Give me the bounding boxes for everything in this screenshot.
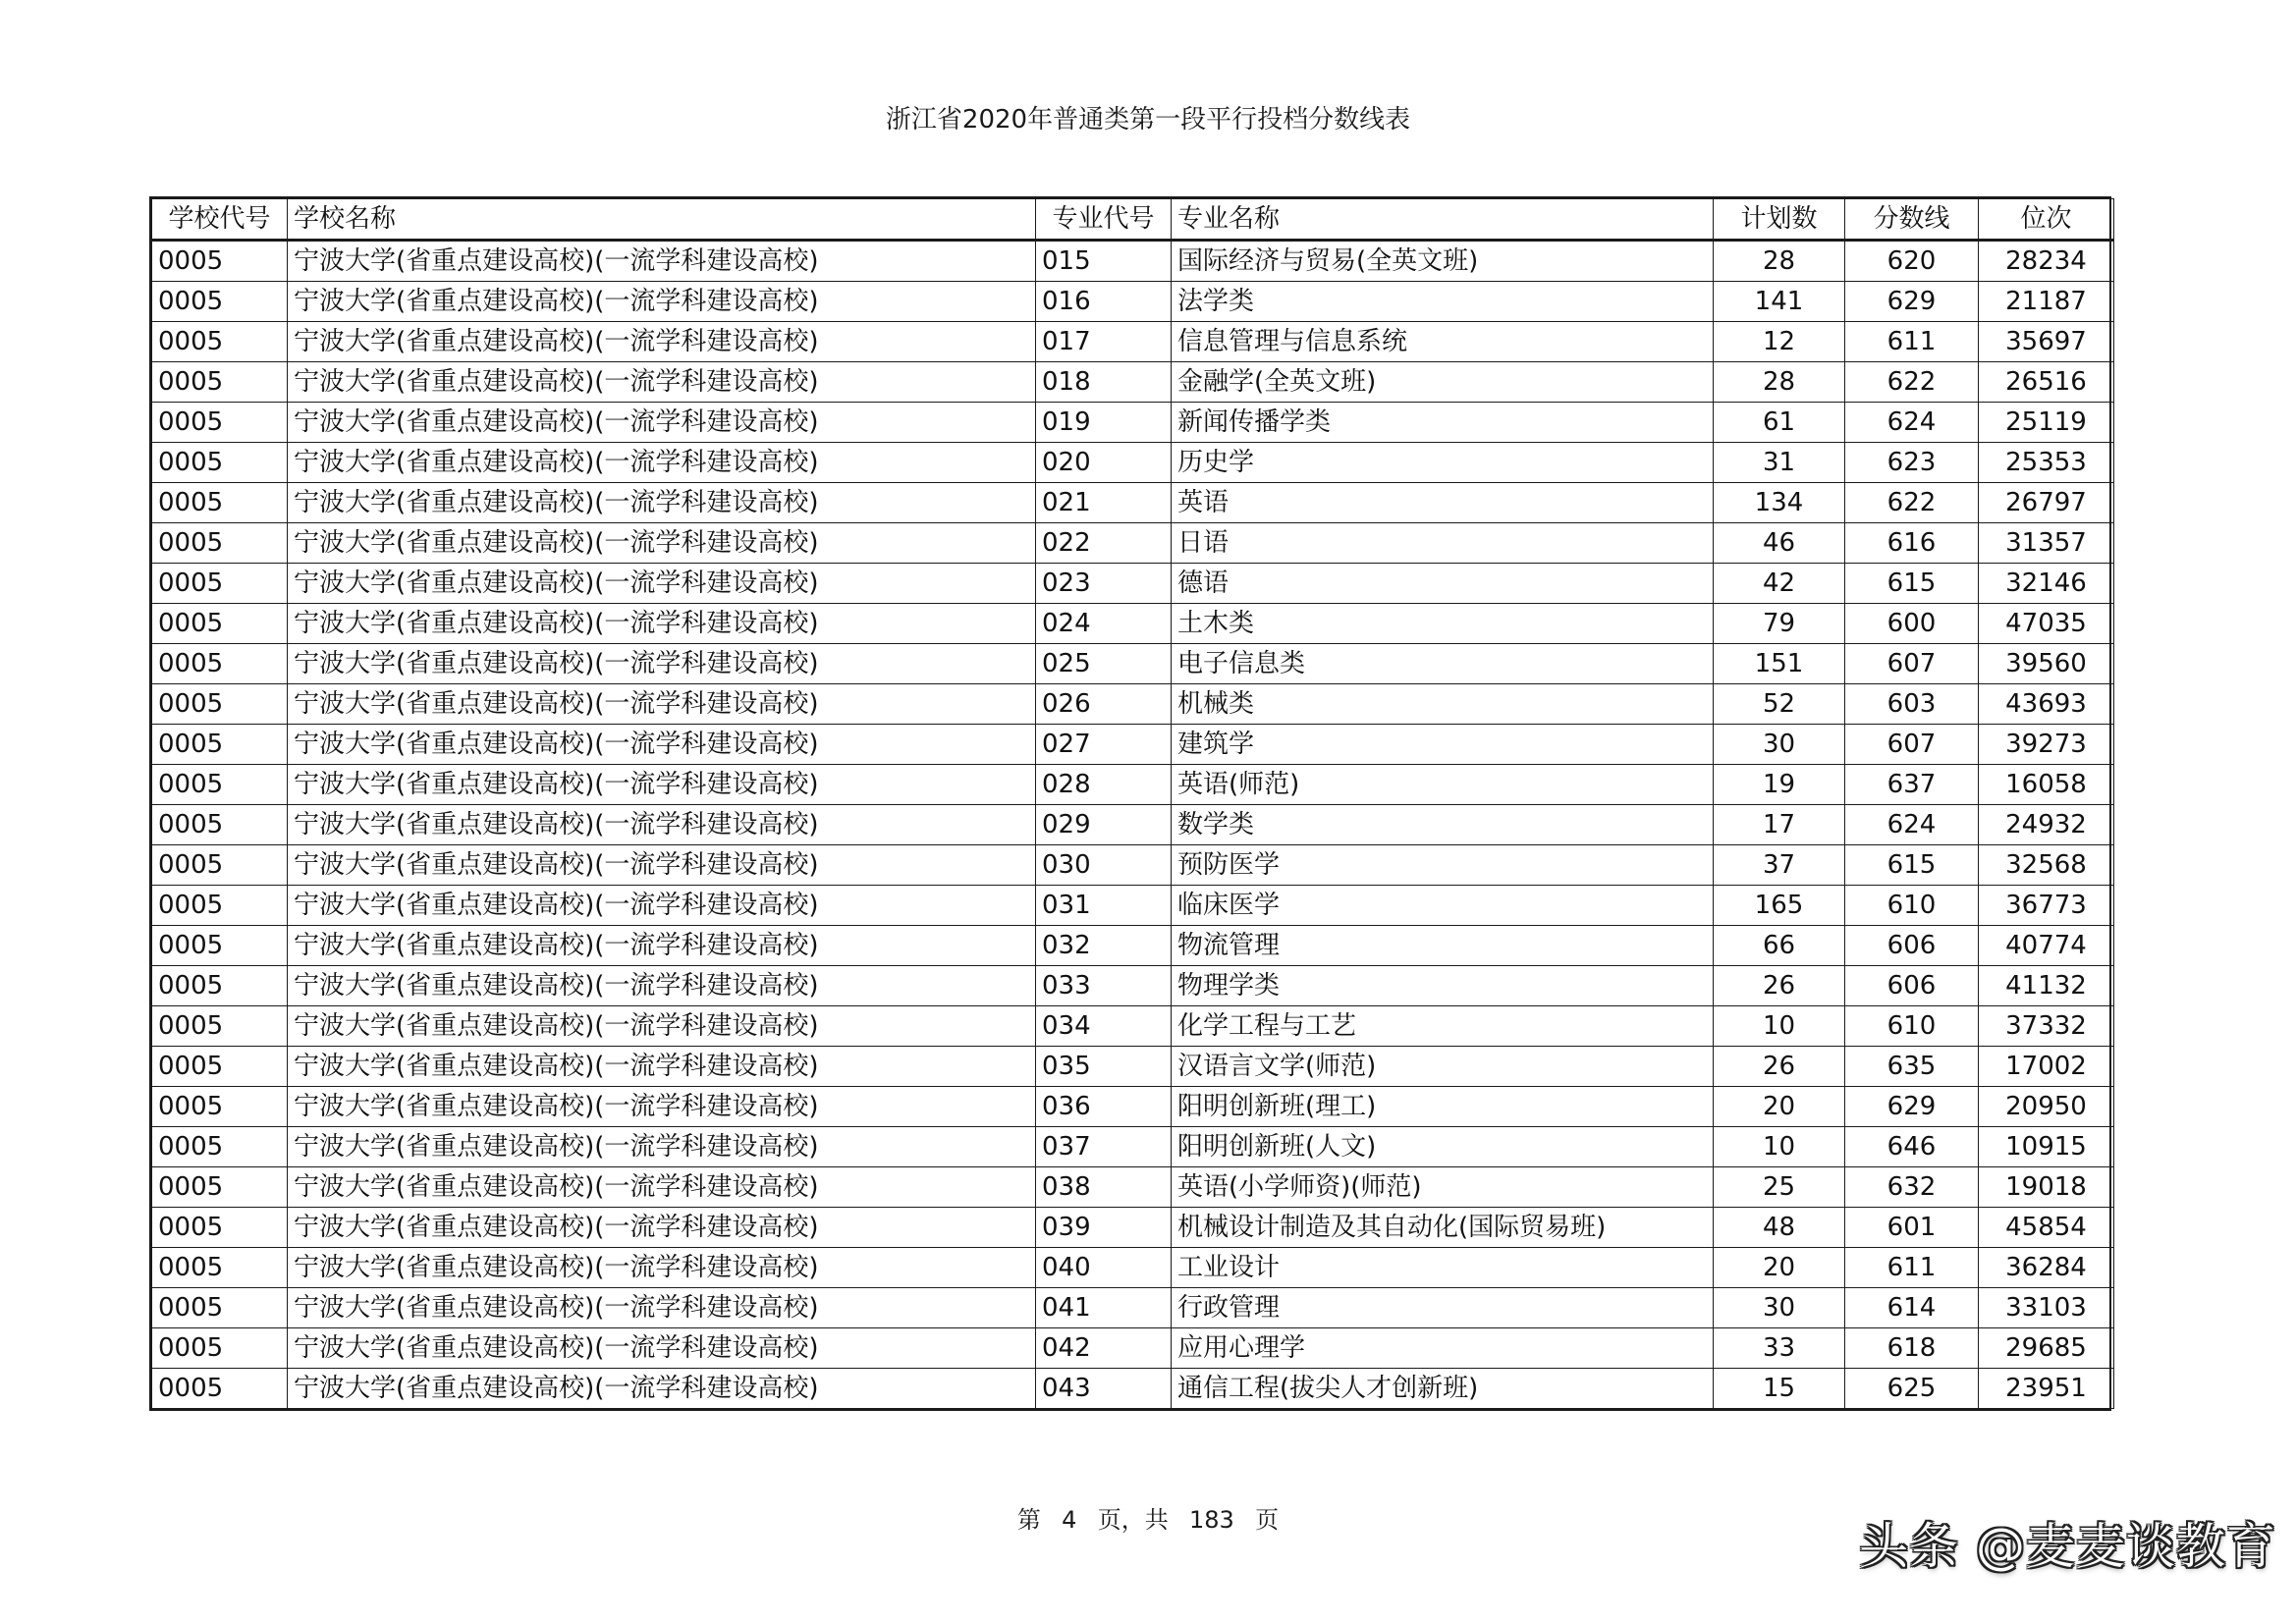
cell-score: 611 [1845,322,1979,362]
cell-rank: 16058 [1979,765,2114,805]
cell-school-name: 宁波大学(省重点建设高校)(一流学科建设高校) [288,1006,1036,1047]
cell-plan: 30 [1714,1288,1845,1328]
table-row [152,926,2114,966]
cell-rank: 32146 [1979,564,2114,604]
cell-rank: 35697 [1979,322,2114,362]
cell-major-code: 032 [1036,926,1172,966]
table-row [152,1328,2114,1369]
cell-major-name: 信息管理与信息系统 [1172,322,1714,362]
table-row [152,1167,2114,1208]
cell-school-code: 0005 [152,1167,288,1208]
table-row [152,282,2114,322]
cell-plan: 66 [1714,926,1845,966]
table-row [152,1006,2114,1047]
cell-school-name: 宁波大学(省重点建设高校)(一流学科建设高校) [288,765,1036,805]
cell-major-name: 历史学 [1172,443,1714,483]
cell-rank: 25119 [1979,403,2114,443]
cell-rank: 41132 [1979,966,2114,1006]
cell-major-code: 023 [1036,564,1172,604]
cell-plan: 79 [1714,604,1845,644]
table-row [152,322,2114,362]
cell-plan: 165 [1714,886,1845,926]
cell-school-code: 0005 [152,362,288,403]
cell-major-code: 034 [1036,1006,1172,1047]
cell-score: 624 [1845,805,1979,845]
cell-score: 635 [1845,1047,1979,1087]
table-row [152,886,2114,926]
cell-major-code: 015 [1036,241,1172,282]
cell-rank: 47035 [1979,604,2114,644]
cell-score: 622 [1845,483,1979,523]
cell-major-name: 临床医学 [1172,886,1714,926]
cell-rank: 40774 [1979,926,2114,966]
header-plan: 计划数 [1714,199,1845,241]
watermark: 头条 @麦麦谈教育 [1859,1518,2276,1575]
cell-score: 611 [1845,1248,1979,1288]
cell-major-code: 036 [1036,1087,1172,1127]
cell-school-name: 宁波大学(省重点建设高校)(一流学科建设高校) [288,403,1036,443]
cell-school-name: 宁波大学(省重点建设高校)(一流学科建设高校) [288,966,1036,1006]
cell-score: 615 [1845,564,1979,604]
cell-major-code: 026 [1036,684,1172,725]
cell-school-name: 宁波大学(省重点建设高校)(一流学科建设高校) [288,845,1036,886]
cell-score: 632 [1845,1167,1979,1208]
table-row [152,644,2114,684]
cell-school-name: 宁波大学(省重点建设高校)(一流学科建设高校) [288,1369,1036,1409]
table-row [152,805,2114,845]
cell-school-name: 宁波大学(省重点建设高校)(一流学科建设高校) [288,1208,1036,1248]
cell-score: 610 [1845,886,1979,926]
cell-plan: 61 [1714,403,1845,443]
cell-rank: 25353 [1979,443,2114,483]
cell-score: 646 [1845,1127,1979,1167]
cell-major-code: 030 [1036,845,1172,886]
cell-plan: 52 [1714,684,1845,725]
cell-major-name: 行政管理 [1172,1288,1714,1328]
cell-major-code: 043 [1036,1369,1172,1409]
table-row [152,684,2114,725]
cell-major-code: 035 [1036,1047,1172,1087]
cell-rank: 28234 [1979,241,2114,282]
cell-major-code: 033 [1036,966,1172,1006]
cell-school-name: 宁波大学(省重点建设高校)(一流学科建设高校) [288,644,1036,684]
cell-score: 606 [1845,926,1979,966]
cell-major-name: 国际经济与贸易(全英文班) [1172,241,1714,282]
cell-school-name: 宁波大学(省重点建设高校)(一流学科建设高校) [288,483,1036,523]
cell-major-name: 物流管理 [1172,926,1714,966]
cell-major-code: 027 [1036,725,1172,765]
cell-score: 637 [1845,765,1979,805]
table-row [152,564,2114,604]
cell-school-name: 宁波大学(省重点建设高校)(一流学科建设高校) [288,1248,1036,1288]
cell-school-code: 0005 [152,523,288,564]
cell-plan: 31 [1714,443,1845,483]
table-row [152,604,2114,644]
cell-major-name: 法学类 [1172,282,1714,322]
cell-major-name: 化学工程与工艺 [1172,1006,1714,1047]
cell-rank: 37332 [1979,1006,2114,1047]
cell-school-name: 宁波大学(省重点建设高校)(一流学科建设高校) [288,926,1036,966]
cell-school-code: 0005 [152,684,288,725]
cell-school-code: 0005 [152,403,288,443]
score-table [151,198,2114,1409]
cell-major-name: 英语(师范) [1172,765,1714,805]
cell-major-code: 041 [1036,1288,1172,1328]
header-school-name: 学校名称 [288,199,1036,241]
cell-plan: 48 [1714,1208,1845,1248]
cell-rank: 26516 [1979,362,2114,403]
cell-major-code: 038 [1036,1167,1172,1208]
cell-major-name: 工业设计 [1172,1248,1714,1288]
cell-major-name: 阳明创新班(人文) [1172,1127,1714,1167]
cell-school-name: 宁波大学(省重点建设高校)(一流学科建设高校) [288,1047,1036,1087]
cell-school-code: 0005 [152,1369,288,1409]
footer-middle: 页，共 [1097,1506,1169,1534]
footer-prefix: 第 [1016,1506,1041,1534]
cell-score: 629 [1845,1087,1979,1127]
cell-major-name: 英语 [1172,483,1714,523]
cell-rank: 39560 [1979,644,2114,684]
cell-plan: 37 [1714,845,1845,886]
cell-school-name: 宁波大学(省重点建设高校)(一流学科建设高校) [288,241,1036,282]
cell-rank: 36284 [1979,1248,2114,1288]
table-row [152,1369,2114,1409]
cell-school-name: 宁波大学(省重点建设高校)(一流学科建设高校) [288,604,1036,644]
table-row [152,1288,2114,1328]
cell-plan: 30 [1714,725,1845,765]
table-row [152,845,2114,886]
cell-major-name: 德语 [1172,564,1714,604]
cell-score: 625 [1845,1369,1979,1409]
cell-school-code: 0005 [152,604,288,644]
cell-school-code: 0005 [152,805,288,845]
cell-plan: 134 [1714,483,1845,523]
cell-major-code: 028 [1036,765,1172,805]
cell-school-name: 宁波大学(省重点建设高校)(一流学科建设高校) [288,1328,1036,1369]
cell-major-code: 037 [1036,1127,1172,1167]
cell-school-name: 宁波大学(省重点建设高校)(一流学科建设高校) [288,362,1036,403]
score-table-container [149,196,2111,1411]
cell-score: 623 [1845,443,1979,483]
cell-school-name: 宁波大学(省重点建设高校)(一流学科建设高校) [288,523,1036,564]
cell-school-code: 0005 [152,1006,288,1047]
footer-page-number: 4 [1062,1506,1077,1534]
cell-major-code: 018 [1036,362,1172,403]
cell-school-code: 0005 [152,926,288,966]
cell-major-name: 机械类 [1172,684,1714,725]
cell-score: 607 [1845,644,1979,684]
cell-school-code: 0005 [152,282,288,322]
table-row [152,443,2114,483]
cell-major-code: 016 [1036,282,1172,322]
header-school-code: 学校代号 [152,199,288,241]
cell-rank: 31357 [1979,523,2114,564]
cell-score: 618 [1845,1328,1979,1369]
cell-school-name: 宁波大学(省重点建设高校)(一流学科建设高校) [288,443,1036,483]
cell-major-name: 通信工程(拔尖人才创新班) [1172,1369,1714,1409]
table-row [152,403,2114,443]
cell-plan: 26 [1714,966,1845,1006]
footer-suffix: 页 [1255,1506,1280,1534]
cell-school-code: 0005 [152,1127,288,1167]
cell-rank: 39273 [1979,725,2114,765]
cell-major-code: 021 [1036,483,1172,523]
table-row [152,1047,2114,1087]
cell-plan: 10 [1714,1006,1845,1047]
cell-major-code: 029 [1036,805,1172,845]
cell-major-code: 025 [1036,644,1172,684]
header-score: 分数线 [1845,199,1979,241]
cell-major-code: 042 [1036,1328,1172,1369]
cell-rank: 10915 [1979,1127,2114,1167]
cell-plan: 46 [1714,523,1845,564]
cell-rank: 33103 [1979,1288,2114,1328]
cell-plan: 151 [1714,644,1845,684]
cell-school-code: 0005 [152,1328,288,1369]
cell-school-code: 0005 [152,1248,288,1288]
cell-score: 622 [1845,362,1979,403]
table-row [152,523,2114,564]
cell-plan: 33 [1714,1328,1845,1369]
cell-school-code: 0005 [152,886,288,926]
cell-plan: 10 [1714,1127,1845,1167]
cell-school-code: 0005 [152,725,288,765]
cell-score: 606 [1845,966,1979,1006]
table-header-row [152,199,2114,241]
cell-plan: 26 [1714,1047,1845,1087]
cell-rank: 19018 [1979,1167,2114,1208]
table-row [152,1248,2114,1288]
cell-rank: 20950 [1979,1087,2114,1127]
cell-major-code: 039 [1036,1208,1172,1248]
cell-major-name: 汉语言文学(师范) [1172,1047,1714,1087]
cell-school-code: 0005 [152,564,288,604]
cell-major-name: 物理学类 [1172,966,1714,1006]
cell-school-code: 0005 [152,1288,288,1328]
cell-major-name: 应用心理学 [1172,1328,1714,1369]
cell-school-code: 0005 [152,765,288,805]
cell-score: 620 [1845,241,1979,282]
cell-plan: 25 [1714,1167,1845,1208]
cell-score: 624 [1845,403,1979,443]
cell-school-code: 0005 [152,1087,288,1127]
cell-rank: 43693 [1979,684,2114,725]
cell-plan: 12 [1714,322,1845,362]
cell-score: 616 [1845,523,1979,564]
cell-rank: 45854 [1979,1208,2114,1248]
cell-plan: 141 [1714,282,1845,322]
cell-school-code: 0005 [152,1047,288,1087]
table-row [152,1127,2114,1167]
table-row [152,483,2114,523]
cell-score: 601 [1845,1208,1979,1248]
cell-major-name: 日语 [1172,523,1714,564]
page-title: 浙江省2020年普通类第一段平行投档分数线表 [885,105,1411,135]
cell-score: 607 [1845,725,1979,765]
table-row [152,362,2114,403]
cell-rank: 36773 [1979,886,2114,926]
cell-major-code: 024 [1036,604,1172,644]
table-row [152,765,2114,805]
cell-plan: 19 [1714,765,1845,805]
cell-school-code: 0005 [152,845,288,886]
cell-major-name: 英语(小学师资)(师范) [1172,1167,1714,1208]
cell-school-name: 宁波大学(省重点建设高校)(一流学科建设高校) [288,1288,1036,1328]
cell-school-name: 宁波大学(省重点建设高校)(一流学科建设高校) [288,805,1036,845]
cell-school-code: 0005 [152,966,288,1006]
cell-score: 600 [1845,604,1979,644]
cell-major-code: 017 [1036,322,1172,362]
cell-school-name: 宁波大学(省重点建设高校)(一流学科建设高校) [288,725,1036,765]
cell-major-name: 建筑学 [1172,725,1714,765]
cell-rank: 24932 [1979,805,2114,845]
cell-school-code: 0005 [152,1208,288,1248]
table-row [152,725,2114,765]
cell-major-name: 阳明创新班(理工) [1172,1087,1714,1127]
cell-rank: 29685 [1979,1328,2114,1369]
cell-plan: 17 [1714,805,1845,845]
cell-major-code: 031 [1036,886,1172,926]
cell-score: 615 [1845,845,1979,886]
cell-score: 614 [1845,1288,1979,1328]
cell-rank: 23951 [1979,1369,2114,1409]
cell-major-name: 电子信息类 [1172,644,1714,684]
cell-major-name: 数学类 [1172,805,1714,845]
cell-major-code: 040 [1036,1248,1172,1288]
cell-major-name: 预防医学 [1172,845,1714,886]
header-major-code: 专业代号 [1036,199,1172,241]
cell-school-name: 宁波大学(省重点建设高校)(一流学科建设高校) [288,282,1036,322]
cell-school-code: 0005 [152,483,288,523]
cell-score: 629 [1845,282,1979,322]
cell-school-code: 0005 [152,241,288,282]
cell-school-name: 宁波大学(省重点建设高校)(一流学科建设高校) [288,1167,1036,1208]
cell-score: 610 [1845,1006,1979,1047]
cell-rank: 21187 [1979,282,2114,322]
header-rank: 位次 [1979,199,2114,241]
table-row [152,966,2114,1006]
cell-score: 603 [1845,684,1979,725]
table-body [152,241,2114,1409]
cell-major-code: 020 [1036,443,1172,483]
cell-plan: 20 [1714,1248,1845,1288]
cell-school-name: 宁波大学(省重点建设高校)(一流学科建设高校) [288,322,1036,362]
cell-plan: 28 [1714,241,1845,282]
cell-plan: 15 [1714,1369,1845,1409]
cell-plan: 42 [1714,564,1845,604]
cell-school-name: 宁波大学(省重点建设高校)(一流学科建设高校) [288,684,1036,725]
cell-rank: 26797 [1979,483,2114,523]
cell-school-code: 0005 [152,443,288,483]
table-row [152,1087,2114,1127]
cell-major-code: 019 [1036,403,1172,443]
cell-rank: 17002 [1979,1047,2114,1087]
cell-school-code: 0005 [152,322,288,362]
cell-major-name: 新闻传播学类 [1172,403,1714,443]
cell-major-name: 金融学(全英文班) [1172,362,1714,403]
cell-school-name: 宁波大学(省重点建设高校)(一流学科建设高校) [288,1127,1036,1167]
header-major-name: 专业名称 [1172,199,1714,241]
table-row [152,241,2114,282]
cell-plan: 20 [1714,1087,1845,1127]
cell-school-name: 宁波大学(省重点建设高校)(一流学科建设高校) [288,1087,1036,1127]
table-row [152,1208,2114,1248]
cell-rank: 32568 [1979,845,2114,886]
cell-major-name: 机械设计制造及其自动化(国际贸易班) [1172,1208,1714,1248]
cell-major-name: 土木类 [1172,604,1714,644]
cell-major-code: 022 [1036,523,1172,564]
footer-total-pages: 183 [1189,1506,1234,1534]
cell-plan: 28 [1714,362,1845,403]
cell-school-code: 0005 [152,644,288,684]
cell-school-name: 宁波大学(省重点建设高校)(一流学科建设高校) [288,564,1036,604]
cell-school-name: 宁波大学(省重点建设高校)(一流学科建设高校) [288,886,1036,926]
